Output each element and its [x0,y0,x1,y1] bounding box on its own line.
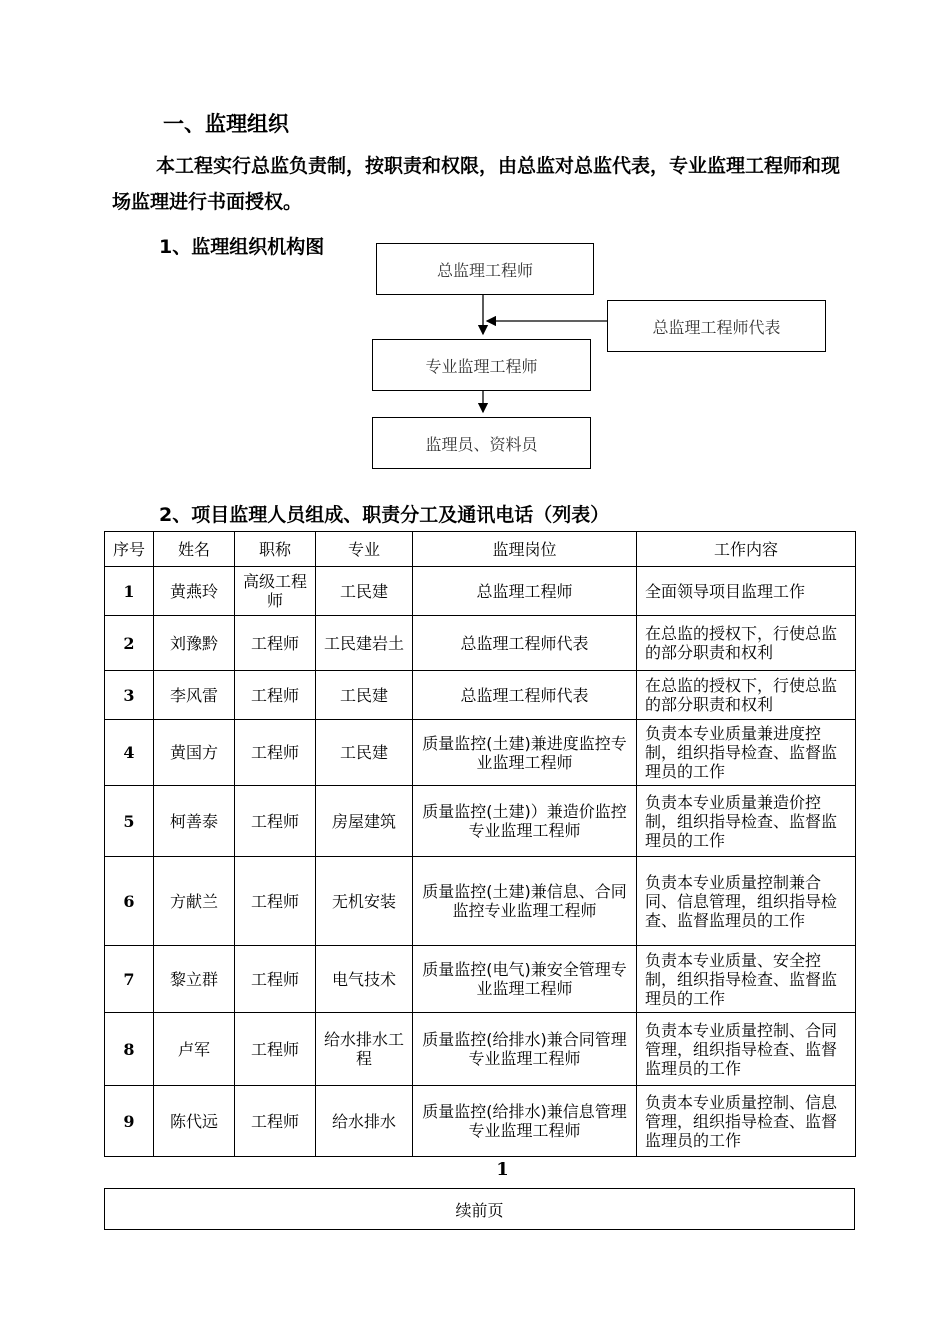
cell-rank: 工程师 [235,857,316,946]
cell-post: 总监理工程师代表 [413,616,637,671]
org-box-chief: 总监理工程师 [376,243,594,295]
cell-duty: 负责本专业质量控制、合同管理，组织指导检查、监督监理员的工作 [637,1013,856,1086]
cell-name: 黄燕玲 [154,567,235,616]
cell-post: 总监理工程师 [413,567,637,616]
cell-rank: 高级工程师 [235,567,316,616]
cell-major: 给水排水工程 [316,1013,413,1086]
cell-rank: 工程师 [235,1013,316,1086]
cell-major: 工民建 [316,567,413,616]
header-name: 姓名 [154,532,235,567]
header-major: 专业 [316,532,413,567]
cell-major: 给水排水 [316,1086,413,1157]
cell-duty: 负责本专业质量控制兼合同、信息管理，组织指导检查、监督监理员的工作 [637,857,856,946]
cell-no: 2 [105,616,154,671]
table-row [105,720,856,786]
cell-duty: 在总监的授权下，行使总监的部分职责和权利 [637,616,856,671]
org-box-deputy: 总监理工程师代表 [607,300,826,352]
cell-post: 总监理工程师代表 [413,671,637,720]
cell-post: 质量监控(土建)兼信息、合同监控专业监理工程师 [413,857,637,946]
org-chart-title: 1、监理组织机构图 [159,236,325,258]
staff-table [104,531,856,1157]
section-title: 一、监理组织 [163,112,289,136]
org-box-specialist: 专业监理工程师 [372,339,591,391]
cell-major: 无机安装 [316,857,413,946]
cell-no: 7 [105,946,154,1013]
cell-major: 工民建岩土 [316,616,413,671]
cell-rank: 工程师 [235,616,316,671]
intro-text: 本工程实行总监负责制，按职责和权限，由总监对总监代表，专业监理工程师和现场监理进行书面授权。 [112,155,841,213]
cell-duty: 负责本专业质量、安全控制，组织指导检查、监督监理员的工作 [637,946,856,1013]
table-row [105,1013,856,1086]
table-row [105,671,856,720]
table-row [105,567,856,616]
cell-duty: 负责本专业质量兼进度控制，组织指导检查、监督监理员的工作 [637,720,856,786]
table-row [105,1086,856,1157]
cell-rank: 工程师 [235,720,316,786]
cell-no: 9 [105,1086,154,1157]
table-row [105,946,856,1013]
cell-name: 刘豫黔 [154,616,235,671]
org-box-staff: 监理员、资料员 [372,417,591,469]
cell-no: 3 [105,671,154,720]
staff-table-title: 2、项目监理人员组成、职责分工及通讯电话（列表） [159,504,610,526]
cell-no: 1 [105,567,154,616]
cell-post: 质量监控(给排水)兼信息管理专业监理工程师 [413,1086,637,1157]
continued-banner: 续前页 [104,1188,855,1230]
cell-name: 陈代远 [154,1086,235,1157]
table-row [105,616,856,671]
cell-duty: 负责本专业质量兼造价控制，组织指导检查、监督监理员的工作 [637,786,856,857]
cell-post: 质量监控(土建)）兼造价监控专业监理工程师 [413,786,637,857]
cell-rank: 工程师 [235,1086,316,1157]
cell-rank: 工程师 [235,786,316,857]
header-post: 监理岗位 [413,532,637,567]
cell-major: 房屋建筑 [316,786,413,857]
cell-post: 质量监控(电气)兼安全管理专业监理工程师 [413,946,637,1013]
header-duty: 工作内容 [637,532,856,567]
cell-rank: 工程师 [235,671,316,720]
cell-name: 柯善泰 [154,786,235,857]
cell-no: 4 [105,720,154,786]
table-row [105,857,856,946]
header-no: 序号 [105,532,154,567]
cell-name: 卢军 [154,1013,235,1086]
cell-rank: 工程师 [235,946,316,1013]
cell-no: 5 [105,786,154,857]
header-rank: 职称 [235,532,316,567]
cell-no: 6 [105,857,154,946]
cell-duty: 全面领导项目监理工作 [637,567,856,616]
table-row [105,786,856,857]
cell-name: 方献兰 [154,857,235,946]
cell-post: 质量监控(土建)兼进度监控专业监理工程师 [413,720,637,786]
cell-major: 工民建 [316,720,413,786]
cell-major: 工民建 [316,671,413,720]
cell-duty: 在总监的授权下，行使总监的部分职责和权利 [637,671,856,720]
cell-post: 质量监控(给排水)兼合同管理专业监理工程师 [413,1013,637,1086]
cell-name: 黎立群 [154,946,235,1013]
page-number: 1 [496,1159,509,1180]
cell-major: 电气技术 [316,946,413,1013]
cell-duty: 负责本专业质量控制、信息管理，组织指导检查、监督监理员的工作 [637,1086,856,1157]
cell-name: 黄国方 [154,720,235,786]
cell-name: 李风雷 [154,671,235,720]
table-header-row [105,532,856,567]
cell-no: 8 [105,1013,154,1086]
org-chart-connectors [0,0,950,480]
